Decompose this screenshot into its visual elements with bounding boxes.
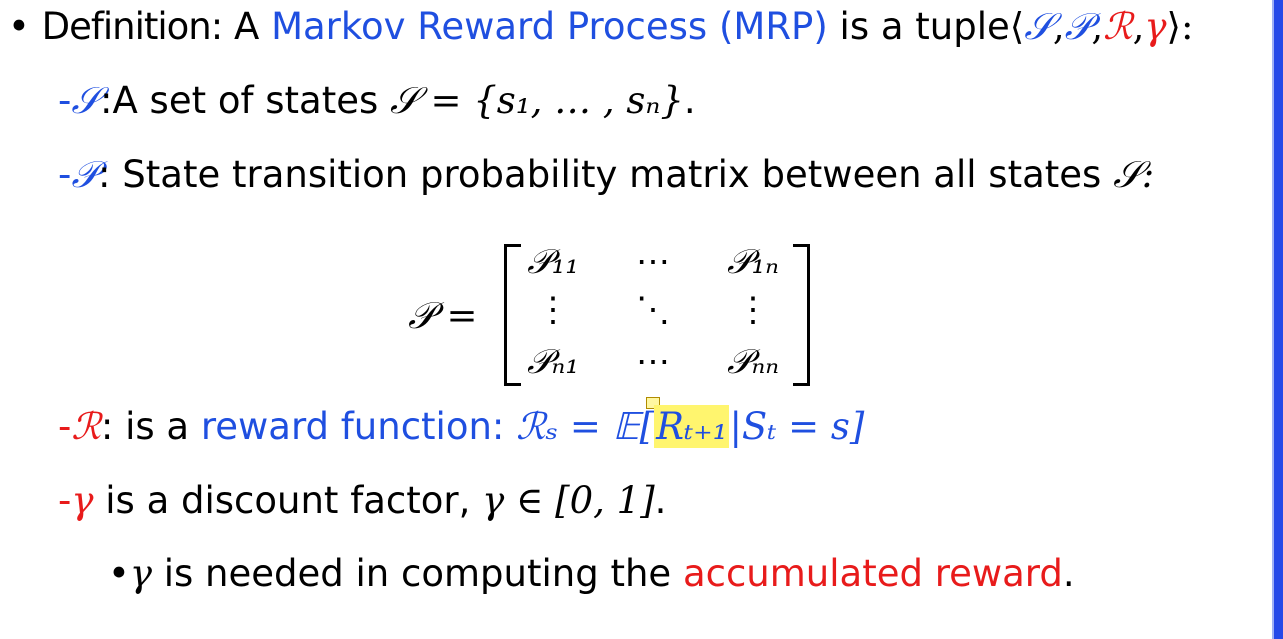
item-transition bbox=[58, 153, 1155, 196]
sub-bullet: • bbox=[108, 552, 130, 595]
matrix-lhs: 𝒫 = bbox=[408, 294, 478, 337]
sub-sym-gamma: γ bbox=[129, 552, 152, 595]
matrix-cell-r2c1: ⋮ bbox=[536, 290, 570, 330]
dash-P: - bbox=[58, 153, 72, 196]
matrix-cell-r3c2: ⋯ bbox=[636, 342, 670, 382]
states-set-math: 𝒮 = {s₁, … , sₙ} bbox=[390, 79, 684, 122]
bullet: • bbox=[8, 5, 30, 48]
tuple-comma-3: , bbox=[1132, 5, 1145, 48]
reward-highlight: Rₜ₊₁ bbox=[656, 405, 728, 448]
matrix-cell-r2c2: ⋱ bbox=[636, 290, 670, 330]
definition-label: Definition: bbox=[41, 5, 223, 48]
reward-math-rhs: |Sₜ = s] bbox=[729, 405, 865, 448]
tuple-comma-1: , bbox=[1052, 5, 1065, 48]
sym-S-2: 𝒮 bbox=[1113, 153, 1142, 196]
matrix-cell-r1c2: ⋯ bbox=[636, 242, 670, 282]
matrix-cell-r1c1: 𝒫₁₁ bbox=[527, 242, 579, 282]
discount-label: is a discount factor, bbox=[105, 479, 471, 522]
matrix-cell-r1c3: 𝒫₁ₙ bbox=[727, 242, 779, 282]
sym-gamma: γ bbox=[71, 479, 94, 522]
sub-item-accumulated bbox=[108, 552, 1075, 595]
reward-function-text: reward function: bbox=[200, 405, 505, 448]
dash-gamma: - bbox=[58, 479, 72, 522]
definition-text-a: A bbox=[234, 5, 260, 48]
states-label: :A set of states bbox=[100, 79, 379, 122]
matrix-cell-r3c1: 𝒫ₙ₁ bbox=[527, 342, 579, 382]
tuple-open: ⟨ bbox=[1009, 5, 1025, 48]
sym-R: ℛ bbox=[71, 405, 101, 448]
right-edge-bar bbox=[1274, 0, 1283, 639]
discount-math: γ ∈ [0, 1] bbox=[482, 479, 655, 522]
tuple-R: ℛ bbox=[1103, 5, 1133, 48]
sub-text: is needed in computing the bbox=[163, 552, 672, 595]
discount-tail: . bbox=[654, 479, 667, 522]
item-discount bbox=[58, 479, 667, 522]
sym-S: 𝒮 bbox=[71, 79, 100, 122]
tuple-S: 𝒮 bbox=[1024, 5, 1053, 48]
reward-label: : is a bbox=[100, 405, 190, 448]
tuple-close: ⟩: bbox=[1166, 5, 1194, 48]
dash-S: - bbox=[58, 79, 72, 122]
matrix-cell-r2c3: ⋮ bbox=[736, 290, 770, 330]
definition-text-b: is a tuple bbox=[839, 5, 1010, 48]
tuple-P: 𝒫 bbox=[1064, 5, 1092, 48]
tuple-gamma: γ bbox=[1144, 5, 1167, 48]
item-states bbox=[58, 79, 696, 122]
definition-line bbox=[8, 5, 1194, 48]
accumulated-reward: accumulated reward bbox=[682, 552, 1063, 595]
transition-matrix bbox=[408, 242, 828, 392]
dash-R: - bbox=[58, 405, 72, 448]
transition-label: : State transition probability matrix between all states bbox=[98, 153, 1102, 196]
sym-P: 𝒫 bbox=[71, 153, 99, 196]
states-tail: . bbox=[683, 79, 696, 122]
transition-tail: : bbox=[1141, 153, 1155, 196]
mrp-name: Markov Reward Process (MRP) bbox=[271, 5, 828, 48]
tuple-comma-2: , bbox=[1091, 5, 1104, 48]
reward-math-lhs: ℛₛ = 𝔼[ bbox=[516, 405, 655, 448]
item-reward bbox=[58, 405, 865, 448]
sub-tail: . bbox=[1062, 552, 1075, 595]
matrix-cell-r3c3: 𝒫ₙₙ bbox=[726, 342, 780, 382]
